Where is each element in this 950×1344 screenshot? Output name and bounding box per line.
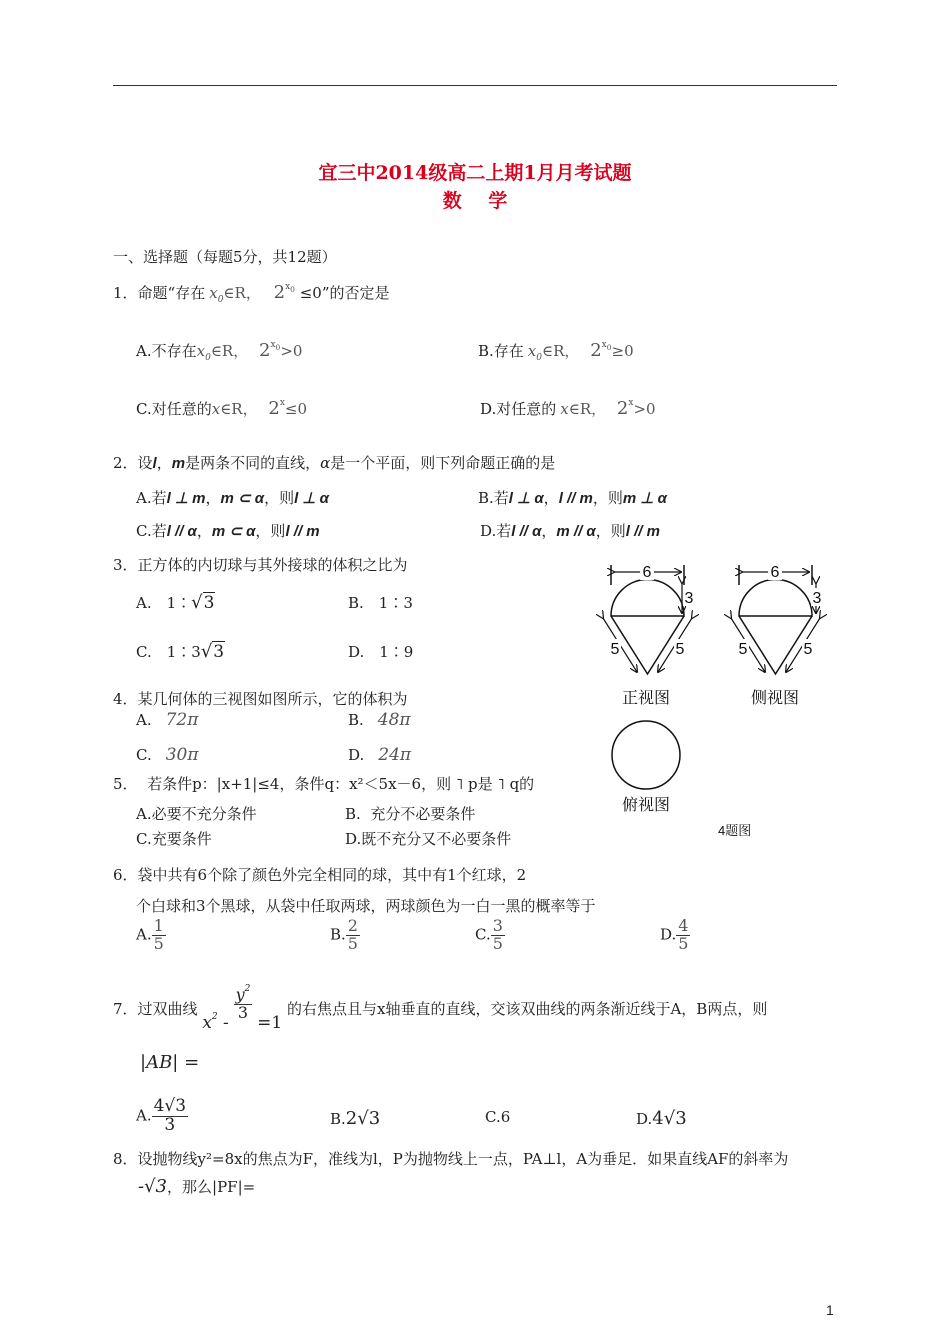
q7-option-b[interactable]: B.2√3 bbox=[330, 1108, 381, 1129]
page-number: 1 bbox=[826, 1302, 834, 1318]
q5-option-c[interactable]: C.充要条件 bbox=[136, 830, 212, 848]
q1-option-a[interactable]: A.不存在$x_0\in R$， $2^{x_0}>0$ bbox=[136, 340, 303, 363]
q3-option-b[interactable]: B. 1∶3 bbox=[348, 594, 413, 612]
front-dim-slant-right: 5 bbox=[675, 641, 685, 658]
q3-stem: 3．正方体的内切球与其外接球的体积之比为 bbox=[113, 556, 408, 574]
front-dim-slant-left: 5 bbox=[610, 641, 620, 658]
front-view-label: 正视图 bbox=[621, 690, 671, 707]
q5-option-a[interactable]: A.必要不充分条件 bbox=[136, 805, 257, 823]
q1-stem: 1．命题“存在 $x_0\in R$， $2^{x_0} \le 0$”的否定是 bbox=[113, 282, 390, 305]
q7-option-d[interactable]: D.4√3 bbox=[636, 1108, 687, 1129]
q6-stem-line2: 个白球和3个黑球，从袋中任取两球，两球颜色为一白一黑的概率等于 bbox=[136, 897, 596, 915]
figure-caption: 4题图 bbox=[718, 823, 752, 838]
exam-subject: 数 学 bbox=[442, 190, 508, 212]
q2-option-b[interactable]: B.若l ⊥ α，l // m，则m ⊥ α bbox=[478, 489, 667, 507]
q4-option-d[interactable]: D. 24π bbox=[348, 745, 412, 765]
q7-ab-length: |AB| = bbox=[140, 1052, 200, 1073]
q8-stem-line2: -√3，那么|PF|= bbox=[138, 1176, 256, 1197]
q7-stem: 7．过双曲线 $x^2$ - $\frac{y^2}{3}$ =1 的右焦点且与x轴垂直的直线，交该双曲线的两条渐近线于A，B两点，则 bbox=[113, 984, 768, 1033]
q2-option-c[interactable]: C.若l // α，m ⊂ α，则l // m bbox=[136, 522, 320, 540]
side-dim-slant-left: 5 bbox=[738, 641, 748, 658]
q4-option-b[interactable]: B. 48π bbox=[348, 710, 411, 730]
q3-option-d[interactable]: D. 1∶9 bbox=[348, 643, 414, 661]
q3-option-a[interactable]: A. 1∶√3 bbox=[136, 592, 215, 613]
q7-option-a[interactable]: A. $\frac{4√3}{3}$ bbox=[136, 1096, 187, 1135]
side-view-label: 侧视图 bbox=[750, 690, 800, 707]
q4-stem: 4．某几何体的三视图如图所示，它的体积为 bbox=[113, 690, 408, 708]
q6-option-c[interactable]: C. $\frac{3}{5}$ bbox=[475, 916, 503, 953]
q8-stem: 8．设抛物线y²=8x的焦点为F，准线为l，P为抛物线上一点，PA⊥l，A为垂足．如果直线AF的斜率为 bbox=[113, 1150, 789, 1168]
q6-option-b[interactable]: B. $\frac{2}{5}$ bbox=[330, 916, 358, 953]
q6-stem-line1: 6．袋中共有6个除了颜色外完全相同的球，其中有1个红球，2 bbox=[113, 866, 527, 884]
q4-option-a[interactable]: A. 72π bbox=[136, 710, 199, 730]
q4-option-c[interactable]: C. 30π bbox=[136, 745, 199, 765]
q2-stem: 2．设l，m是两条不同的直线，α是一个平面，则下列命题正确的是 bbox=[113, 454, 556, 472]
three-view-figure bbox=[590, 555, 840, 845]
exam-title: 宜三中2014级高二上期1月月考试题 bbox=[318, 162, 632, 184]
side-dim-width: 6 bbox=[770, 564, 780, 581]
q5-option-b[interactable]: B. 充分不必要条件 bbox=[345, 805, 476, 823]
q2-option-a[interactable]: A.若l ⊥ m，m ⊂ α，则l ⊥ α bbox=[136, 489, 329, 507]
q6-option-d[interactable]: D. $\frac{4}{5}$ bbox=[660, 916, 689, 953]
q2-option-d[interactable]: D.若l // α，m // α，则l // m bbox=[480, 522, 660, 540]
front-dim-cap: 3 bbox=[684, 590, 694, 607]
q1-option-d[interactable]: D.对任意的 x∈R， $2^x>0$ bbox=[480, 398, 656, 419]
q1-option-c[interactable]: C.对任意的x∈R， $2^x\le 0$ bbox=[136, 398, 308, 419]
q5-option-d[interactable]: D.既不充分又不必要条件 bbox=[345, 830, 512, 848]
q3-option-c[interactable]: C. 1∶3√3 bbox=[136, 641, 225, 662]
header-rule bbox=[113, 85, 837, 86]
q6-option-a[interactable]: A. $\frac{1}{5}$ bbox=[136, 916, 164, 953]
section-heading: 一、选择题（每题5分，共12题） bbox=[113, 248, 337, 266]
q5-stem: 5． 若条件p：|x+1|≤4，条件q：x²＜5x－6，则 ˥ p是 ˥ q的 bbox=[113, 775, 535, 793]
side-dim-slant-right: 5 bbox=[803, 641, 813, 658]
top-view-label: 俯视图 bbox=[621, 797, 671, 814]
q1-option-b[interactable]: B.存在 $x_0\in R$， $2^{x_0}\ge 0$ bbox=[478, 340, 634, 363]
front-dim-width: 6 bbox=[642, 564, 652, 581]
side-dim-cap: 3 bbox=[812, 590, 822, 607]
top-view-circle bbox=[612, 721, 680, 789]
q7-option-c[interactable]: C.6 bbox=[485, 1108, 511, 1126]
